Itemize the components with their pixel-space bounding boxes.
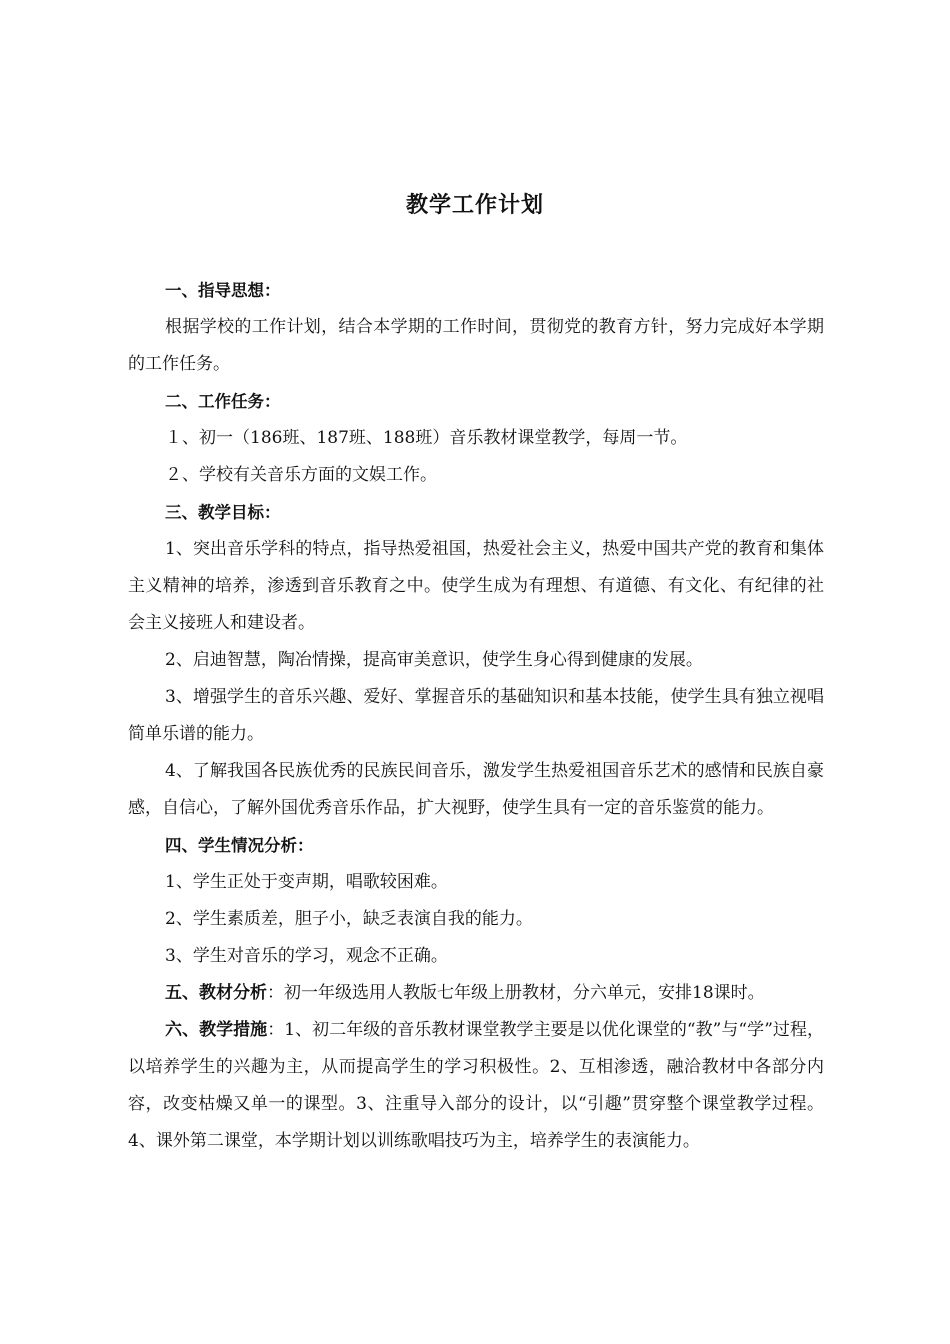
section-teaching-measures	[128, 1012, 824, 1160]
section-heading-work-tasks: 二、工作任务：	[165, 392, 281, 411]
list-item: 1、学生正处于变声期，唱歌较困难。	[165, 872, 448, 892]
list-item: 2、学生素质差，胆子小，缺乏表演自我的能力。	[165, 909, 533, 929]
list-item: 3、学生对音乐的学习，观念不正确。	[165, 946, 448, 966]
list-item: 2、启迪智慧，陶冶情操，提高审美意识，使学生身心得到健康的发展。	[165, 650, 703, 670]
list-item: １、初一（186班、187班、188班）音乐教材课堂教学，每周一节。	[165, 428, 688, 448]
section-heading-guiding-ideology: 一、指导思想：	[165, 281, 281, 300]
paragraph-text: ：初一年级选用人教版七年级上册教材，分六单元，安排18课时。	[267, 983, 765, 1003]
paragraph-text: ：1、初二年级的音乐教材课堂教学主要是以优化课堂的“教”与“学”过程，以培养学生的兴趣为主，从而提高学生的学习积极性。2、互相渗透，融洽教材中各部分内容，改变枯燥又单一的课型。3、注重导入部分的设计，以“引趣”贯穿整个课堂教学过程。4、课外第二课堂，本学期计划以训练歌唱技巧为主，培养学生的表演能力。	[128, 1020, 824, 1151]
document-body	[128, 272, 824, 1160]
list-item: 1、突出音乐学科的特点，指导热爱祖国，热爱社会主义，热爱中国共产党的教育和集体主义精神的培养，渗透到音乐教育之中。使学生成为有理想、有道德、有文化、有纪律的社会主义接班人和建设者。	[128, 539, 824, 633]
section-textbook-analysis	[128, 975, 824, 1012]
section-heading-student-analysis: 四、学生情况分析：	[165, 836, 314, 855]
list-item: 4、了解我国各民族优秀的民族民间音乐，激发学生热爱祖国音乐艺术的感情和民族自豪感，自信心，了解外国优秀音乐作品，扩大视野，使学生具有一定的音乐鉴赏的能力。	[128, 761, 824, 818]
section-label-teaching-measures: 六、教学措施	[165, 1020, 268, 1040]
section-heading-teaching-goals: 三、教学目标：	[165, 503, 281, 522]
list-item: ２、学校有关音乐方面的文娱工作。	[165, 465, 437, 485]
list-item: 3、增强学生的音乐兴趣、爱好、掌握音乐的基础知识和基本技能，使学生具有独立视唱简单乐谱的能力。	[128, 687, 824, 744]
section-label-textbook-analysis: 五、教材分析	[165, 983, 267, 1003]
paragraph: 根据学校的工作计划，结合本学期的工作时间，贯彻党的教育方针，努力完成好本学期的工作任务。	[128, 317, 824, 374]
page-title: 教学工作计划	[405, 193, 544, 218]
